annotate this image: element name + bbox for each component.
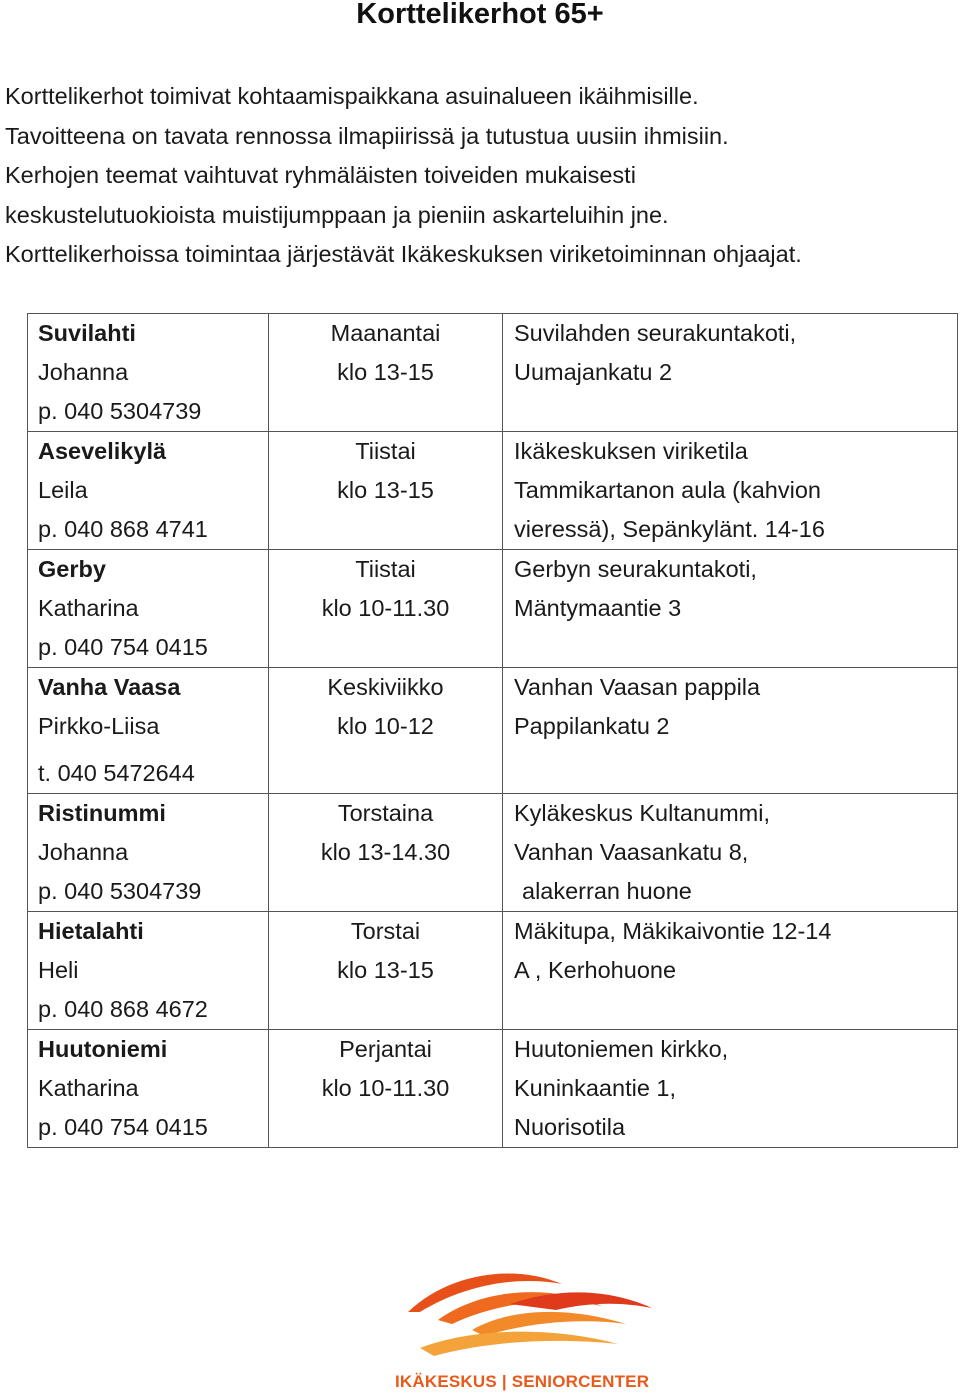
time-cell	[269, 432, 503, 550]
place-line: Tammikartanon aula (kahvion	[514, 477, 821, 503]
area-name: Asevelikylä	[38, 438, 167, 464]
table-row	[28, 432, 958, 550]
leader-name: Pirkko-Liisa	[38, 713, 160, 739]
intro-line: Kerhojen teemat vaihtuvat ryhmäläisten toiveiden mukaisesti	[5, 162, 636, 188]
table-row	[28, 794, 958, 912]
place-line: Vanhan Vaasan pappila	[514, 674, 761, 700]
area-name: Huutoniemi	[38, 1036, 168, 1062]
place-cell	[503, 550, 958, 668]
place-cell	[503, 794, 958, 912]
weekday: Tiistai	[355, 556, 416, 582]
time-range: klo 13-14.30	[320, 839, 451, 865]
contact-cell	[28, 314, 269, 432]
time-range: klo 10-11.30	[321, 1075, 450, 1101]
time-range: klo 13-15	[337, 359, 434, 385]
weekday: Torstaina	[337, 800, 434, 826]
phone-number: t. 040 5472644	[38, 760, 195, 786]
wave-logo-icon	[390, 1268, 670, 1372]
weekday: Perjantai	[339, 1036, 432, 1062]
place-line: Nuorisotila	[514, 1114, 626, 1140]
place-line: Vanhan Vaasankatu 8,	[514, 839, 749, 865]
table-row	[28, 1030, 958, 1148]
intro-line: Tavoitteena on tavata rennossa ilmapiirissä ja tutustua uusiin ihmisiin.	[5, 122, 729, 149]
place-line: Pappilankatu 2	[514, 713, 670, 739]
time-cell	[269, 794, 503, 912]
place-line: Gerbyn seurakuntakoti,	[514, 556, 757, 582]
logo-text: IKÄKESKUS | SENIORCENTER	[395, 1372, 650, 1391]
time-cell	[269, 912, 503, 1030]
place-cell	[503, 1030, 958, 1148]
place-line: Kuninkaantie 1,	[514, 1075, 677, 1101]
leader-name: Leila	[38, 477, 88, 503]
intro-line: Korttelikerhot toimivat kohtaamispaikkana asuinalueen ikäihmisille.	[5, 83, 699, 109]
place-line: Uumajankatu 2	[514, 359, 673, 385]
phone-number: p. 040 5304739	[38, 398, 202, 424]
place-line: alakerran huone	[522, 878, 692, 904]
phone-number: p. 040 868 4672	[38, 996, 208, 1022]
table-row	[28, 912, 958, 1030]
contact-cell	[28, 432, 269, 550]
leader-name: Johanna	[38, 359, 129, 385]
phone-number: p. 040 868 4741	[38, 516, 208, 542]
contact-cell	[28, 1030, 269, 1148]
area-name: Hietalahti	[38, 918, 144, 944]
place-line: Huutoniemen kirkko,	[514, 1036, 729, 1062]
phone-number: p. 040 5304739	[38, 878, 202, 904]
time-cell	[269, 1030, 503, 1148]
leader-name: Katharina	[38, 595, 139, 621]
intro-line: keskustelutuokioista muistijumppaan ja pieniin askarteluihin jne.	[5, 201, 669, 228]
ikakeskus-logo	[390, 1268, 670, 1398]
contact-cell	[28, 794, 269, 912]
place-line: Ikäkeskuksen viriketila	[514, 438, 748, 464]
place-line: Mäkitupa, Mäkikaivontie 12-14	[514, 918, 832, 944]
intro-line: Korttelikerhoissa toimintaa järjestävät Ikäkeskuksen viriketoiminnan ohjaajat.	[5, 241, 802, 267]
area-name: Ristinummi	[38, 800, 166, 826]
place-line: A , Kerhohuone	[514, 957, 677, 983]
weekday: Tiistai	[355, 438, 416, 464]
weekday: Keskiviikko	[327, 674, 444, 700]
leader-name: Heli	[38, 957, 79, 983]
place-cell	[503, 668, 958, 794]
page-title: Korttelikerhot 65+	[356, 0, 604, 30]
place-cell	[503, 314, 958, 432]
phone-number: p. 040 754 0415	[38, 634, 208, 660]
table-row	[28, 668, 958, 794]
place-line: vieressä), Sepänkylänt. 14-16	[514, 516, 825, 542]
place-line: Kyläkeskus Kultanummi,	[514, 800, 770, 826]
weekday: Maanantai	[330, 320, 441, 346]
contact-cell	[28, 550, 269, 668]
intro-paragraph	[5, 77, 955, 275]
time-range: klo 13-15	[337, 957, 434, 983]
phone-number: p. 040 754 0415	[38, 1114, 208, 1140]
time-cell	[269, 668, 503, 794]
place-line: Suvilahden seurakuntakoti,	[514, 320, 797, 346]
leader-name: Johanna	[38, 839, 129, 865]
time-cell	[269, 550, 503, 668]
time-range: klo 13-15	[337, 477, 434, 503]
weekday: Torstai	[350, 918, 421, 944]
leader-name: Katharina	[38, 1075, 139, 1101]
club-schedule-table	[27, 313, 958, 1148]
time-cell	[269, 314, 503, 432]
time-range: klo 10-11.30	[321, 595, 450, 621]
contact-cell	[28, 668, 269, 794]
place-line: Mäntymaantie 3	[514, 595, 682, 621]
time-range: klo 10-12	[337, 713, 434, 739]
table-row	[28, 314, 958, 432]
area-name: Gerby	[38, 556, 106, 582]
contact-cell	[28, 912, 269, 1030]
place-cell	[503, 912, 958, 1030]
area-name: Vanha Vaasa	[38, 674, 181, 700]
area-name: Suvilahti	[38, 320, 136, 346]
table-row	[28, 550, 958, 668]
place-cell	[503, 432, 958, 550]
